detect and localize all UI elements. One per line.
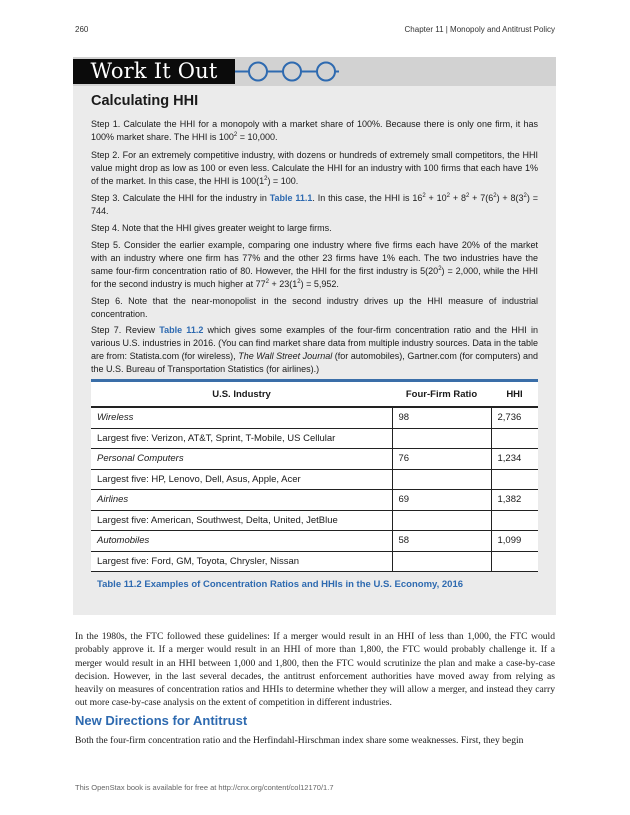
step-1: Step 1. Calculate the HHI for a monopoly with a market share of 100%. Because there is only one firm, it has 100% market share. The HHI is $100^2 = 10,000$. <box>91 119 538 142</box>
hhi-cell <box>491 510 538 531</box>
hhi-cell <box>491 469 538 490</box>
largest-five-cell: Largest five: Verizon, AT&T, Sprint, T-Mobile, US Cellular <box>91 428 392 449</box>
feature-banner <box>73 57 556 86</box>
ratio-cell: 76 <box>392 449 491 470</box>
concentration-table <box>91 379 538 572</box>
largest-five-cell: Largest five: Ford, GM, Toyota, Chrysler, Nissan <box>91 551 392 572</box>
column-header-industry: U.S. Industry <box>91 381 392 408</box>
table-11-2 <box>91 379 538 590</box>
chapter-title: Chapter 11 | Monopoly and Antitrust Policy <box>404 25 555 34</box>
step-3-text: Step 3. Calculate the HHI for the industry in <box>91 193 270 203</box>
page-number: 260 <box>75 25 89 34</box>
table-row <box>91 428 538 449</box>
industry-cell: Airlines <box>91 490 392 511</box>
table-row <box>91 551 538 572</box>
industry-cell: Wireless <box>91 407 392 428</box>
feature-heading: Calculating HHI <box>91 93 199 109</box>
ratio-cell: 98 <box>392 407 491 428</box>
step-6: Step 6. Note that the near-monopolist in the second industry drives up the HHI measure of industrial concentration. <box>91 296 538 319</box>
body-paragraph: In the 1980s, the FTC followed these guidelines: If a merger would result in an HHI of less than 1,000, the FTC would probably approve it. If a merger would result in an HHI of more than 1,800, the FTC would probably challenge it. If a merger would result in an HHI between 1,000 and 1,800, then the FTC would scrutinize the plan and make a case-by-case decision. However, in the last several decades, the antitrust enforcement authorities have moved away from relying as heavily on measures of concentration ratios and HHIs to determine whether they will allow a merger, and instead they carry out more case-by-case analysis on the extent of competition in different industries. <box>75 631 555 709</box>
table-row <box>91 407 538 428</box>
table-11-2-link[interactable]: Table 11.2 <box>159 325 204 335</box>
table-row <box>91 510 538 531</box>
hhi-cell: 1,099 <box>491 531 538 552</box>
step-7 <box>91 324 538 376</box>
exponent: 2 <box>493 193 497 199</box>
publication-title: The Wall Street Journal <box>238 351 333 361</box>
hhi-cell <box>491 551 538 572</box>
hhi-cell: 1,382 <box>491 490 538 511</box>
step-3-text: + 8 <box>450 193 466 203</box>
step-3-text: ) + 8(3 <box>496 193 524 203</box>
step-5: Step 5. Consider the earlier example, comparing one industry where five firms each have 20% of the market with an industry where one firm has 77% and the other 23 firms have 1% each. The two industries have the same four-firm concentration ratio of 80. However, the HHI for the first industry is $5(20^2) = 2,000$, while the HHI for the second industry is much higher at $77^2 + 23(1^2) = 5,952$. <box>91 240 538 289</box>
industry-cell: Personal Computers <box>91 449 392 470</box>
page-footer: This OpenStax book is available for free at http://cnx.org/content/col12170/1.7 <box>75 783 334 792</box>
exponent: 2 <box>446 193 450 199</box>
step-3-text: + 7(6 <box>469 193 494 203</box>
step-7-text: Step 7. Review <box>91 325 160 335</box>
table-row <box>91 531 538 552</box>
table-11-1-link[interactable]: Table 11.1 <box>269 193 313 203</box>
feature-banner-title: Work It Out <box>73 59 235 84</box>
ratio-cell: 69 <box>392 490 491 511</box>
largest-five-cell: Largest five: HP, Lenovo, Dell, Asus, Apple, Acer <box>91 469 392 490</box>
hhi-cell: 2,736 <box>491 407 538 428</box>
hhi-cell <box>491 428 538 449</box>
step-3-text: + 10 <box>425 193 447 203</box>
ratio-cell <box>392 551 491 572</box>
hhi-cell: 1,234 <box>491 449 538 470</box>
table-header-row <box>91 381 538 408</box>
exponent: 2 <box>465 193 470 199</box>
column-header-hhi: HHI <box>491 381 538 408</box>
step-3-text: ) = 744. <box>91 193 538 216</box>
step-2: Step 2. For an extremely competitive industry, with dozens or hundreds of extremely small competitors, the HHI value might drop as low as 100 or even less. Calculate the HHI for an industry with 100 firms that each have 1% of the market. In this case, the HHI is $100(1^2) = 100$. <box>91 150 538 186</box>
running-head <box>75 25 555 37</box>
table-row <box>91 449 538 470</box>
table-caption: Table 11.2 Examples of Concentration Ratios and HHIs in the U.S. Economy, 2016 <box>97 579 464 590</box>
section-heading: New Directions for Antitrust <box>75 713 248 728</box>
largest-five-cell: Largest five: American, Southwest, Delta, United, JetBlue <box>91 510 392 531</box>
step-4: Step 4. Note that the HHI gives greater weight to large firms. <box>91 223 332 233</box>
ratio-cell <box>392 428 491 449</box>
step-3 <box>91 192 538 218</box>
ratio-cell <box>392 510 491 531</box>
body-paragraph: Both the four-firm concentration ratio and the Herfindahl-Hirschman index share some weaknesses. First, they begin <box>75 735 524 746</box>
table-row <box>91 469 538 490</box>
step-7-text: which gives some examples of the four-firm concentration ratio and the HHI in various U.S. industries in 2016. (You can find market share data from multiple industry sources. Data in the table are from: Statista.com (for wireless), <box>91 325 538 361</box>
industry-cell: Automobiles <box>91 531 392 552</box>
table-row <box>91 490 538 511</box>
ratio-cell: 58 <box>392 531 491 552</box>
step-3-text: . In this case, the HHI is 16 <box>312 193 423 203</box>
linked-circles-icon <box>235 57 345 86</box>
exponent: 2 <box>523 193 527 199</box>
step-7-text: (for automobiles), Gartner.com (for computers) and the U.S. Bureau of Transportation Statistics (for airlines).) <box>91 351 538 374</box>
work-it-out-box <box>73 57 556 615</box>
exponent: 2 <box>422 193 426 199</box>
column-header-four-firm-ratio: Four-Firm Ratio <box>392 381 491 408</box>
ratio-cell <box>392 469 491 490</box>
